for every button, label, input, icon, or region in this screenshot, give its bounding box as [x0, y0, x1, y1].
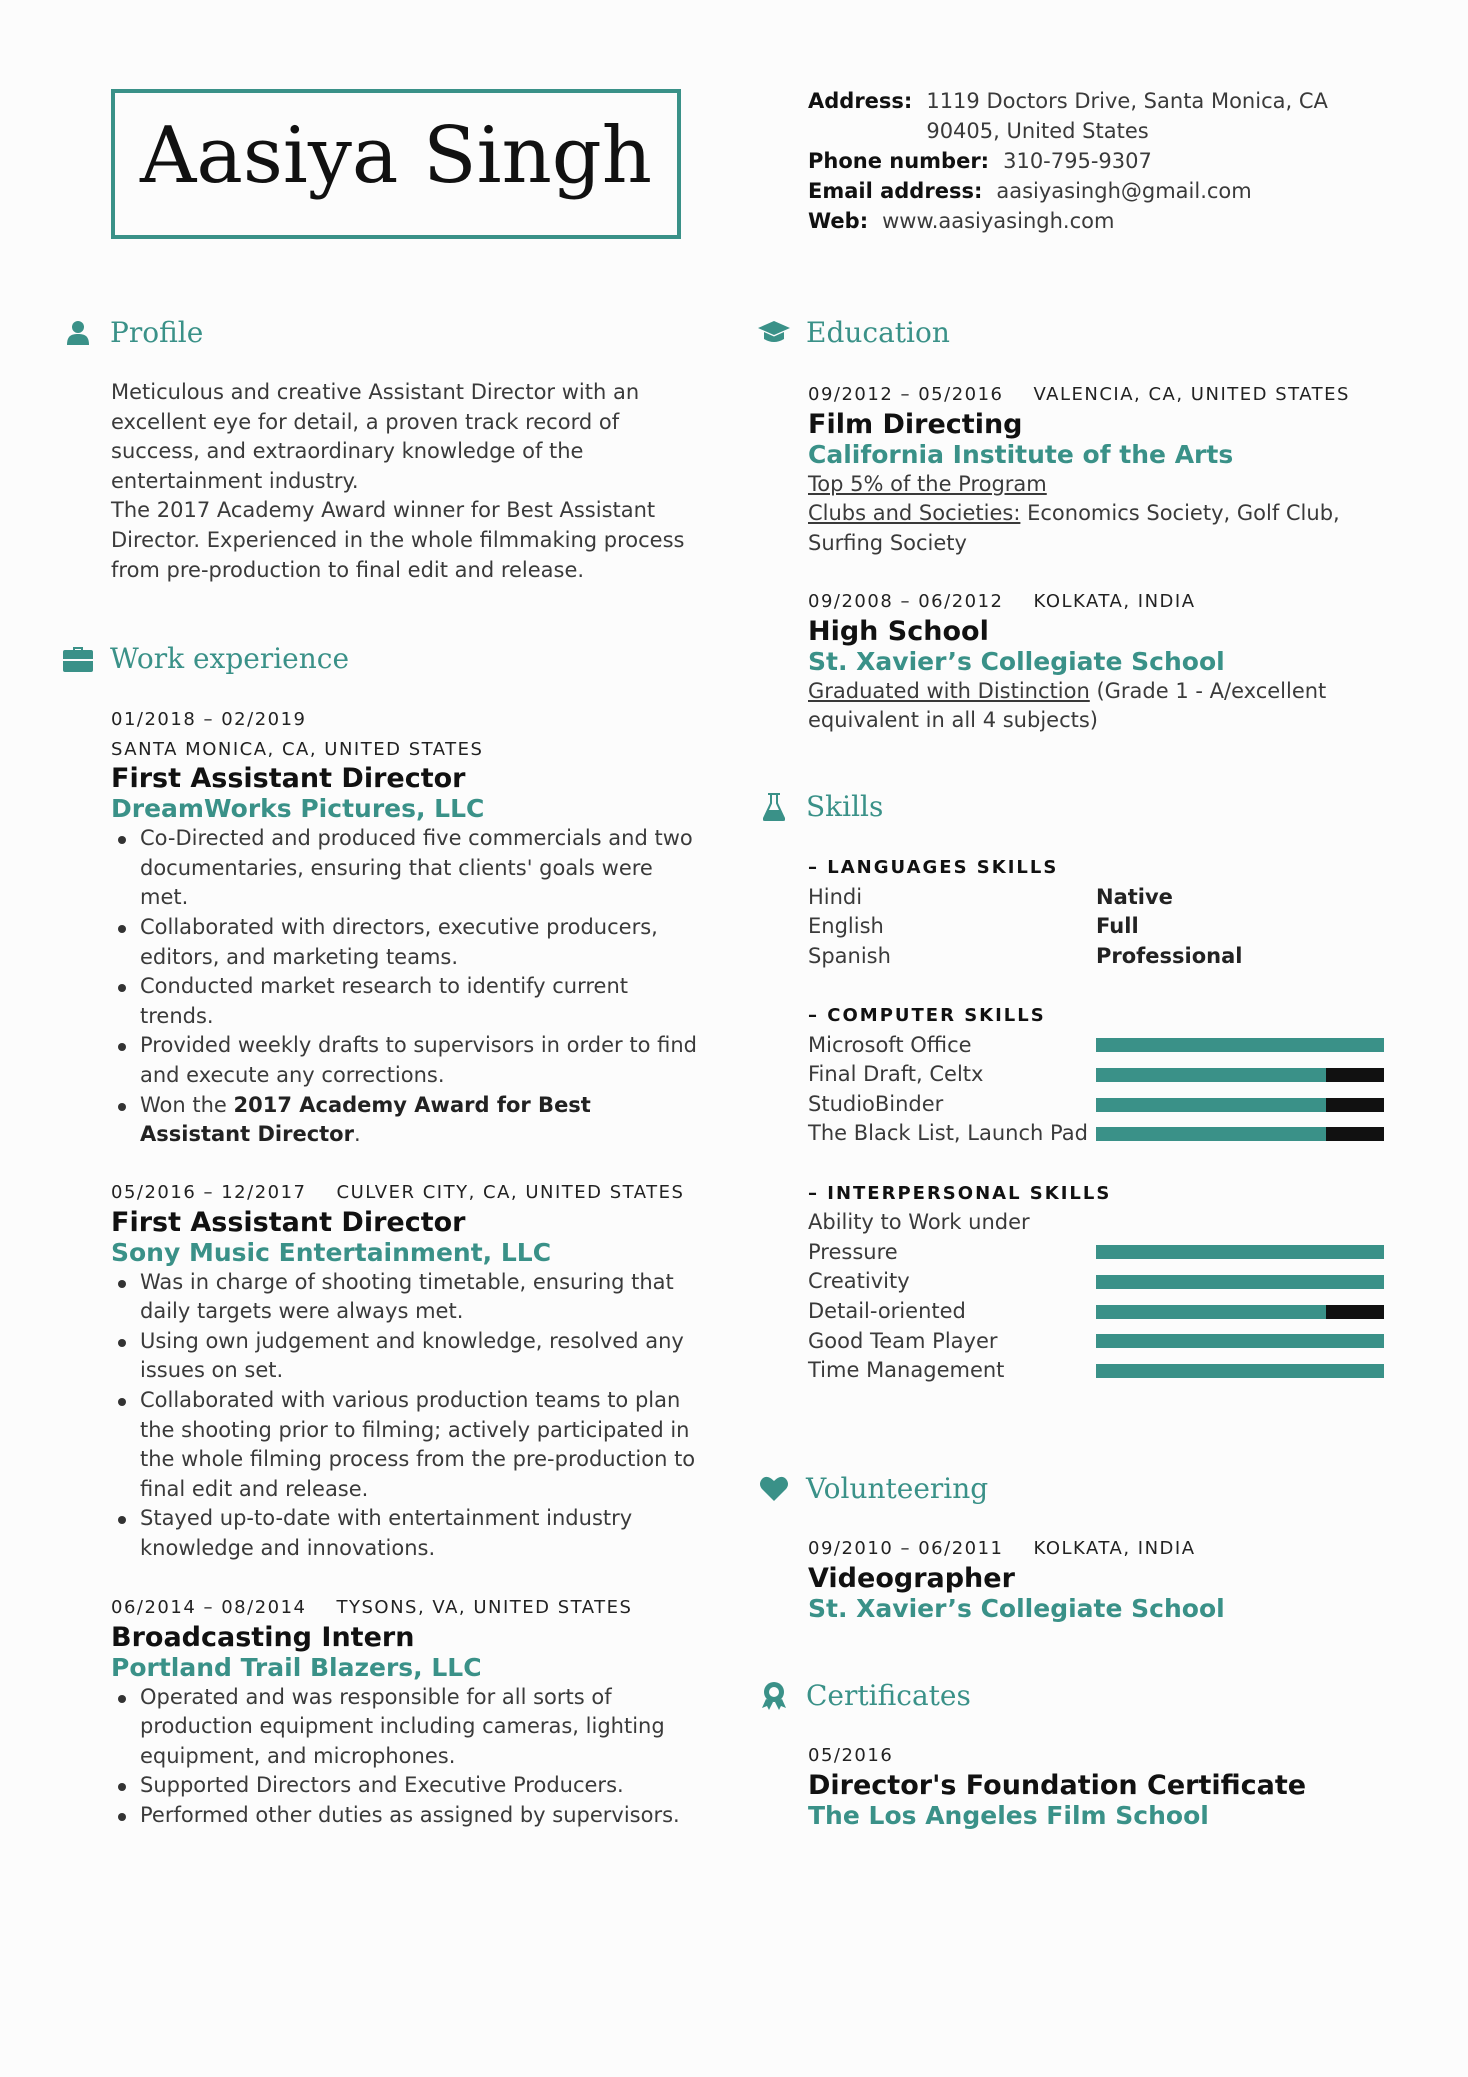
- job-dates: 06/2014 – 08/2014: [111, 1597, 307, 1618]
- computer-skills-heading: – COMPUTER SKILLS: [808, 1004, 1046, 1026]
- skill-name: Detail-oriented: [808, 1298, 966, 1323]
- skill-name: Microsoft Office: [808, 1032, 972, 1057]
- certificates-heading: [756, 1679, 971, 1712]
- skill-name: Final Draft, Celtx: [808, 1062, 984, 1087]
- edu-school: California Institute of the Arts: [808, 439, 1234, 469]
- education-heading: [756, 316, 950, 349]
- job-meta: [111, 1178, 701, 1208]
- skill-bar: [1096, 1038, 1384, 1052]
- languages-heading: – LANGUAGES SKILLS: [808, 857, 1059, 878]
- email-label: Email address:: [808, 179, 983, 203]
- edu-location: VALENCIA, CA, UNITED STATES: [1033, 384, 1350, 405]
- skill-bar: [1096, 1364, 1384, 1378]
- job-location: TYSONS, VA, UNITED STATES: [336, 1597, 633, 1618]
- user-icon: [60, 321, 96, 345]
- certificate-date: 05/2016: [808, 1745, 894, 1766]
- list-item: Using own judgement and knowledge, resolved any issues on set.: [140, 1327, 700, 1386]
- profile-title: Profile: [110, 316, 204, 349]
- job-title: Broadcasting Intern: [111, 1621, 415, 1653]
- web-label: Web:: [808, 209, 869, 233]
- volunteering-title: Volunteering: [806, 1472, 989, 1505]
- computer-skill-row: [808, 1090, 1384, 1120]
- certificate-issuer: The Los Angeles Film School: [808, 1800, 1209, 1830]
- edu-meta: [808, 587, 1388, 617]
- skill-name: Ability to Work under Pressure: [808, 1210, 1030, 1264]
- skill-name: StudioBinder: [808, 1091, 944, 1116]
- email-row: [808, 176, 1386, 206]
- volunteering-heading: [756, 1472, 988, 1505]
- interpersonal-skills-heading: – INTERPERSONAL SKILLS: [808, 1182, 1112, 1204]
- language-name: Hindi: [808, 884, 863, 909]
- job-location: CULVER CITY, CA, UNITED STATES: [336, 1182, 685, 1203]
- address-value: 1119 Doctors Drive, Santa Monica, CA 90405, United States: [926, 89, 1328, 143]
- skill-name: Good Team Player: [808, 1328, 998, 1353]
- skills-title: Skills: [806, 790, 884, 823]
- skill-bar: [1096, 1098, 1384, 1112]
- language-name: English: [808, 914, 884, 939]
- list-item: Collaborated with various production teams to plan the shooting prior to filming; actively participated in the whole filming process from the pre-production to final edit and release.: [140, 1386, 700, 1504]
- skill-bar-fill: [1096, 1334, 1384, 1348]
- volunteer-location: KOLKATA, INDIA: [1033, 1538, 1196, 1559]
- edu-clubs-value: Economics Society, Golf Club, Surfing Society: [808, 501, 1340, 555]
- job-company: Sony Music Entertainment, LLC: [111, 1237, 552, 1267]
- skill-bar-fill: [1096, 1275, 1384, 1289]
- education-entry: [808, 380, 1388, 558]
- edu-dates: 09/2008 – 06/2012: [808, 591, 1004, 612]
- address-label: Address:: [808, 89, 913, 113]
- list-item: Performed other duties as assigned by supervisors.: [140, 1801, 700, 1831]
- job-entry: [111, 705, 701, 1150]
- skill-bar-fill: [1096, 1098, 1326, 1112]
- job-entry: [111, 1593, 701, 1831]
- job-company: DreamWorks Pictures, LLC: [111, 794, 485, 824]
- skill-bar: [1096, 1245, 1384, 1259]
- certificate-entry: [808, 1741, 1388, 1831]
- award-name: 2017 Academy Award for Best Assistant Director: [140, 1092, 591, 1147]
- phone-value: 310-795-9307: [1003, 149, 1152, 173]
- skill-bar: [1096, 1305, 1384, 1319]
- computer-skill-row: [808, 1031, 1384, 1061]
- volunteer-dates: 09/2010 – 06/2011: [808, 1538, 1004, 1559]
- list-item: Collaborated with directors, executive producers, editors, and marketing teams.: [140, 913, 700, 972]
- job-meta: [111, 1593, 701, 1623]
- job-location: SANTA MONICA, CA, UNITED STATES: [111, 738, 484, 760]
- edu-school: St. Xavier’s Collegiate School: [808, 646, 1225, 676]
- skill-bar: [1096, 1127, 1384, 1141]
- edu-dates: 09/2012 – 05/2016: [808, 384, 1004, 405]
- language-row: [808, 883, 1384, 913]
- job-title: First Assistant Director: [111, 1206, 466, 1238]
- language-level: Professional: [1096, 943, 1243, 968]
- language-level: Full: [1096, 914, 1139, 939]
- language-name: Spanish: [808, 943, 891, 968]
- list-item: Stayed up-to-date with entertainment industry knowledge and innovations.: [140, 1504, 700, 1563]
- education-entry: [808, 587, 1388, 736]
- certificate-name: Director's Foundation Certificate: [808, 1769, 1307, 1801]
- volunteer-meta: [808, 1534, 1388, 1564]
- skill-name: The Black List, Launch Pad: [808, 1121, 1088, 1146]
- profile-section: [111, 378, 691, 585]
- profile-heading: [60, 316, 203, 349]
- interpersonal-skill-row: [808, 1327, 1384, 1357]
- edu-degree: Film Directing: [808, 408, 1023, 440]
- candidate-name: Aasiya Singh: [140, 111, 652, 201]
- job-bullets: [111, 1683, 700, 1831]
- work-title: Work experience: [110, 642, 350, 675]
- certificates-title: Certificates: [806, 1679, 971, 1712]
- edu-meta: [808, 380, 1388, 410]
- interpersonal-skill-row: [808, 1356, 1384, 1386]
- edu-degree: High School: [808, 615, 989, 647]
- edu-location: KOLKATA, INDIA: [1033, 591, 1196, 612]
- contact-info: [808, 86, 1386, 236]
- job-bullets: [111, 1268, 700, 1564]
- profile-paragraph: Meticulous and creative Assistant Director with an excellent eye for detail, a proven track record of success, and extraordinary knowledge of the entertainment industry.: [111, 380, 640, 493]
- skill-bar-fill: [1096, 1038, 1384, 1052]
- work-heading: [60, 642, 349, 675]
- edu-clubs: [808, 499, 1388, 558]
- volunteer-role: Videographer: [808, 1562, 1015, 1594]
- flask-icon: [756, 793, 792, 821]
- skill-bar-fill: [1096, 1364, 1384, 1378]
- computer-skill-row: [808, 1060, 1384, 1090]
- list-item: Provided weekly drafts to supervisors in order to find and execute any corrections.: [140, 1031, 700, 1090]
- edu-clubs-label: Clubs and Societies:: [808, 501, 1021, 526]
- web-row: [808, 206, 1386, 236]
- edu-grad-label: Graduated with Distinction: [808, 678, 1090, 703]
- job-entry: [111, 1178, 701, 1564]
- education-title: Education: [806, 316, 950, 349]
- computer-skill-row: [808, 1119, 1384, 1149]
- list-item: Co-Directed and produced five commercials and two documentaries, ensuring that clients' goals were met.: [140, 824, 700, 913]
- volunteer-org: St. Xavier’s Collegiate School: [808, 1593, 1225, 1623]
- profile-paragraph: The 2017 Academy Award winner for Best Assistant Director. Experienced in the whole filmmaking process from pre-production to final edit and release.: [111, 498, 685, 582]
- heart-icon: [756, 1476, 792, 1501]
- language-row: [808, 912, 1384, 942]
- address-row: [808, 86, 1386, 146]
- award-ribbon-icon: [756, 1682, 792, 1710]
- language-level: Native: [1096, 884, 1173, 909]
- edu-honor: Top 5% of the Program: [808, 471, 1047, 496]
- list-item: Was in charge of shooting timetable, ensuring that daily targets were always met.: [140, 1268, 700, 1327]
- phone-row: [808, 146, 1386, 176]
- job-company: Portland Trail Blazers, LLC: [111, 1652, 482, 1682]
- skill-bar: [1096, 1275, 1384, 1289]
- language-row: [808, 942, 1384, 972]
- volunteering-entry: [808, 1534, 1388, 1624]
- list-item: Operated and was responsible for all sorts of production equipment including cameras, lighting equipment, and microphones.: [140, 1683, 700, 1772]
- interpersonal-skill-row: [808, 1267, 1384, 1297]
- name-box: [111, 89, 681, 239]
- email-value[interactable]: aasiyasingh@gmail.com: [996, 179, 1252, 203]
- skill-bar-fill: [1096, 1068, 1326, 1082]
- edu-graduation: [808, 677, 1388, 736]
- list-item: [140, 1091, 700, 1150]
- job-title: First Assistant Director: [111, 763, 466, 795]
- skill-bar: [1096, 1068, 1384, 1082]
- interpersonal-skill-row: [808, 1208, 1384, 1267]
- list-item: Conducted market research to identify current trends.: [140, 972, 700, 1031]
- graduation-cap-icon: [756, 321, 792, 345]
- job-bullets: [111, 824, 700, 1150]
- skill-bar: [1096, 1334, 1384, 1348]
- award-prefix: Won the: [140, 1092, 234, 1117]
- list-item: Supported Directors and Executive Producers.: [140, 1771, 700, 1801]
- phone-label: Phone number:: [808, 149, 990, 173]
- skill-name: Time Management: [808, 1358, 1005, 1383]
- interpersonal-skill-row: [808, 1297, 1384, 1327]
- skill-bar-fill: [1096, 1245, 1384, 1259]
- award-suffix: .: [353, 1122, 361, 1147]
- skill-bar-fill: [1096, 1127, 1326, 1141]
- briefcase-icon: [60, 646, 96, 672]
- skill-name: Creativity: [808, 1269, 910, 1294]
- skills-heading: [756, 790, 883, 823]
- web-value[interactable]: www.aasiyasingh.com: [882, 209, 1115, 233]
- edu-grad-value: (Grade 1 - A/excellent equivalent in all 4 subjects): [808, 678, 1327, 733]
- job-dates: 01/2018 – 02/2019: [111, 709, 307, 730]
- job-dates: 05/2016 – 12/2017: [111, 1182, 307, 1203]
- skills-section: [808, 853, 1384, 1386]
- skill-bar-fill: [1096, 1305, 1326, 1319]
